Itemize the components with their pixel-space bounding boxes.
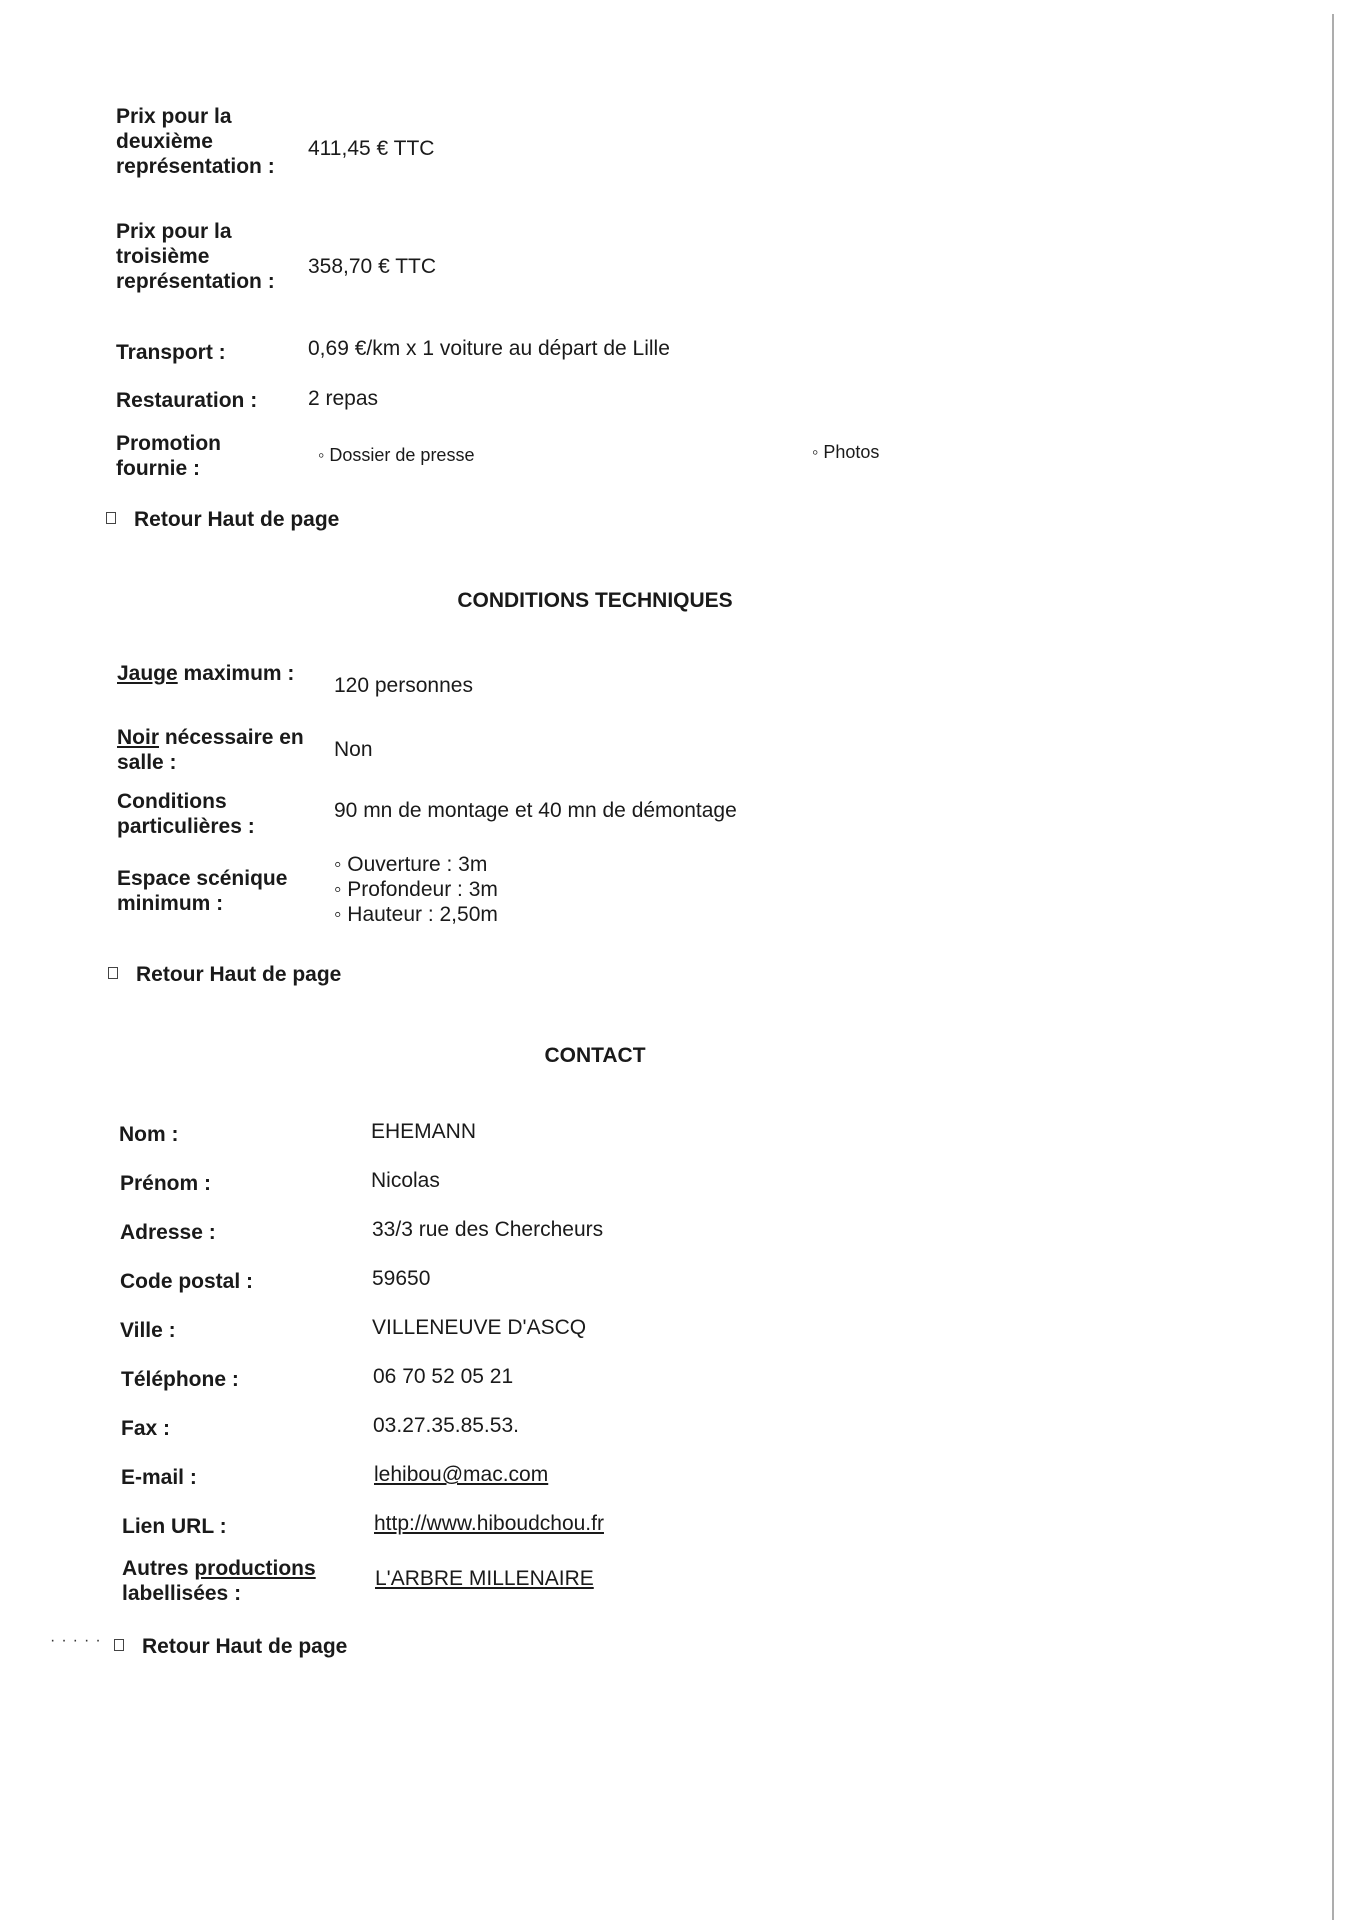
price-second-label: Prix pour la deuxième représentation : xyxy=(116,105,275,178)
price-third-value: 358,70 € TTC xyxy=(308,255,437,278)
email-link[interactable]: lehibou@mac.com xyxy=(374,1463,549,1486)
espace-label: Espace scénique minimum : xyxy=(117,867,288,915)
code-postal-label: Code postal : xyxy=(120,1270,254,1293)
page-edge-line xyxy=(1332,14,1334,1920)
bullet-square-icon xyxy=(108,967,118,979)
transport-label: Transport : xyxy=(116,341,226,364)
adresse-label: Adresse : xyxy=(120,1221,216,1244)
back-to-top-link-3[interactable]: Retour Haut de page xyxy=(114,1634,347,1659)
fax-value: 03.27.35.85.53. xyxy=(373,1414,519,1437)
price-second-value: 411,45 € TTC xyxy=(308,137,435,160)
prenom-label: Prénom : xyxy=(120,1172,212,1195)
ville-label: Ville : xyxy=(120,1319,176,1342)
nom-value: EHEMANN xyxy=(371,1120,477,1143)
autres-productions-label: Autres productions labellisées : xyxy=(122,1557,316,1605)
contact-heading: CONTACT xyxy=(544,1044,646,1067)
conditions-label: Conditions particulières : xyxy=(117,790,255,838)
promotion-label: Promotion fournie : xyxy=(116,432,221,480)
url-label: Lien URL : xyxy=(122,1515,227,1538)
promotion-item-photos: ◦ Photos xyxy=(812,442,880,462)
espace-item-ouverture: ◦ Ouverture : 3m xyxy=(334,853,488,876)
fax-label: Fax : xyxy=(121,1417,171,1440)
dotted-leader: ····· xyxy=(50,1632,107,1649)
adresse-value: 33/3 rue des Chercheurs xyxy=(372,1218,604,1241)
restauration-label: Restauration : xyxy=(116,389,258,412)
jauge-value: 120 personnes xyxy=(334,674,473,697)
espace-item-hauteur: ◦ Hauteur : 2,50m xyxy=(334,903,498,926)
prenom-value: Nicolas xyxy=(371,1169,440,1192)
telephone-label: Téléphone : xyxy=(121,1368,239,1391)
back-to-top-link-2[interactable]: Retour Haut de page xyxy=(108,962,341,987)
autres-productions-link[interactable]: L'ARBRE MILLENAIRE xyxy=(375,1567,594,1590)
ville-value: VILLENEUVE D'ASCQ xyxy=(372,1316,587,1339)
noir-value: Non xyxy=(334,738,373,761)
back-to-top-link-1[interactable]: Retour Haut de page xyxy=(106,507,339,532)
promotion-item-press: ◦ Dossier de presse xyxy=(318,445,475,465)
jauge-label: Jauge maximum : xyxy=(117,662,295,685)
bullet-square-icon xyxy=(114,1639,124,1651)
telephone-value: 06 70 52 05 21 xyxy=(373,1365,514,1388)
technical-heading: CONDITIONS TECHNIQUES xyxy=(457,589,733,612)
espace-item-profondeur: ◦ Profondeur : 3m xyxy=(334,878,498,901)
conditions-value: 90 mn de montage et 40 mn de démontage xyxy=(334,799,737,822)
nom-label: Nom : xyxy=(119,1123,179,1146)
restauration-value: 2 repas xyxy=(308,387,379,410)
email-label: E-mail : xyxy=(121,1466,197,1489)
url-link[interactable]: http://www.hiboudchou.fr xyxy=(374,1512,604,1535)
code-postal-value: 59650 xyxy=(372,1267,431,1290)
price-third-label: Prix pour la troisième représentation : xyxy=(116,220,275,293)
bullet-square-icon xyxy=(106,512,116,524)
noir-label: Noir nécessaire en salle : xyxy=(117,726,304,774)
transport-value: 0,69 €/km x 1 voiture au départ de Lille xyxy=(308,337,670,360)
